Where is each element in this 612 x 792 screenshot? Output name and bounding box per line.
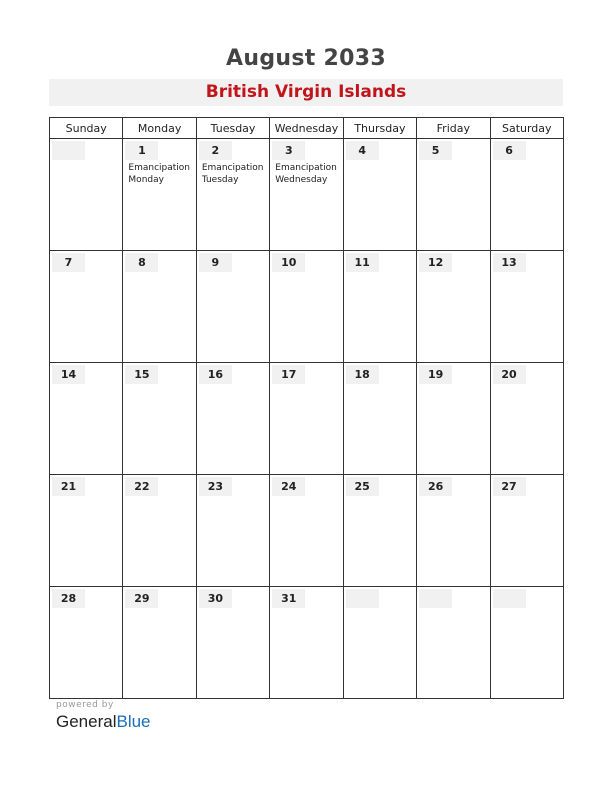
day-cell: [417, 139, 490, 251]
day-cell: [50, 363, 123, 475]
day-number: 28: [52, 589, 85, 608]
weekday-header: Sunday: [50, 118, 123, 139]
week-row: [50, 251, 564, 363]
weekday-header: Tuesday: [196, 118, 269, 139]
brand-blue: Blue: [116, 712, 151, 731]
day-number: 22: [125, 477, 158, 496]
day-number: 29: [125, 589, 158, 608]
subtitle-bar: [49, 79, 563, 106]
day-cell: [490, 363, 563, 475]
day-number: 15: [125, 365, 158, 384]
day-cell: [50, 139, 123, 251]
day-number: [493, 589, 526, 608]
day-cell: [490, 251, 563, 363]
day-number: 8: [125, 253, 158, 272]
day-number: 17: [272, 365, 305, 384]
day-cell: [270, 139, 343, 251]
day-cell: [196, 139, 269, 251]
day-number: 14: [52, 365, 85, 384]
weekday-header: Wednesday: [270, 118, 343, 139]
day-number: 6: [493, 141, 526, 160]
day-number: 25: [346, 477, 379, 496]
footer: [56, 700, 151, 732]
day-number: 13: [493, 253, 526, 272]
day-number: [346, 589, 379, 608]
day-number: 3: [272, 141, 305, 160]
day-number: 21: [52, 477, 85, 496]
day-number: 12: [419, 253, 452, 272]
weekday-header-row: [50, 118, 564, 139]
day-cell: [123, 139, 196, 251]
day-cell: [270, 251, 343, 363]
day-number: [52, 141, 85, 160]
day-number: 20: [493, 365, 526, 384]
day-number: 30: [199, 589, 232, 608]
day-cell: [490, 587, 563, 699]
day-number: 5: [419, 141, 452, 160]
weekday-header: Monday: [123, 118, 196, 139]
day-number: 18: [346, 365, 379, 384]
weekday-header: Saturday: [490, 118, 563, 139]
day-cell: [50, 587, 123, 699]
week-row: [50, 363, 564, 475]
powered-by-text: powered by: [56, 700, 114, 710]
country-subtitle: British Virgin Islands: [205, 82, 407, 102]
day-cell: [343, 587, 416, 699]
day-number: 10: [272, 253, 305, 272]
day-cell: [417, 251, 490, 363]
day-cell: [343, 251, 416, 363]
day-cell: [270, 587, 343, 699]
day-number: 23: [199, 477, 232, 496]
day-cell: [196, 363, 269, 475]
day-cell: [343, 139, 416, 251]
day-cell: [270, 475, 343, 587]
day-cell: [50, 475, 123, 587]
weekday-header: Thursday: [343, 118, 416, 139]
day-cell: [417, 475, 490, 587]
day-number: 24: [272, 477, 305, 496]
day-number: 31: [272, 589, 305, 608]
week-row: [50, 475, 564, 587]
day-cell: [196, 475, 269, 587]
weekday-header: Friday: [417, 118, 490, 139]
day-number: 9: [199, 253, 232, 272]
day-number: 11: [346, 253, 379, 272]
day-cell: [490, 139, 563, 251]
day-cell: [196, 251, 269, 363]
day-cell: [50, 251, 123, 363]
holiday-label: Emancipation Wednesday: [275, 163, 337, 185]
holiday-label: Emancipation Monday: [128, 163, 191, 185]
day-number: [419, 589, 452, 608]
day-cell: [123, 587, 196, 699]
day-cell: [123, 363, 196, 475]
day-cell: [123, 251, 196, 363]
day-cell: [417, 363, 490, 475]
day-number: 26: [419, 477, 452, 496]
calendar-grid: [49, 117, 564, 699]
week-row: [50, 139, 564, 251]
day-cell: [490, 475, 563, 587]
day-cell: [123, 475, 196, 587]
day-number: 7: [52, 253, 85, 272]
day-cell: [343, 475, 416, 587]
day-number: 19: [419, 365, 452, 384]
holiday-label: Emancipation Tuesday: [201, 163, 264, 185]
brand-general: General: [56, 712, 117, 731]
day-cell: [270, 363, 343, 475]
week-row: [50, 587, 564, 699]
day-cell: [196, 587, 269, 699]
day-cell: [417, 587, 490, 699]
day-number: 27: [493, 477, 526, 496]
day-number: 4: [346, 141, 379, 160]
generalblue-logo: [56, 712, 151, 732]
page-title: August 2033: [226, 46, 386, 71]
day-number: 2: [199, 141, 232, 160]
day-number: 16: [199, 365, 232, 384]
day-cell: [343, 363, 416, 475]
day-number: 1: [125, 141, 158, 160]
